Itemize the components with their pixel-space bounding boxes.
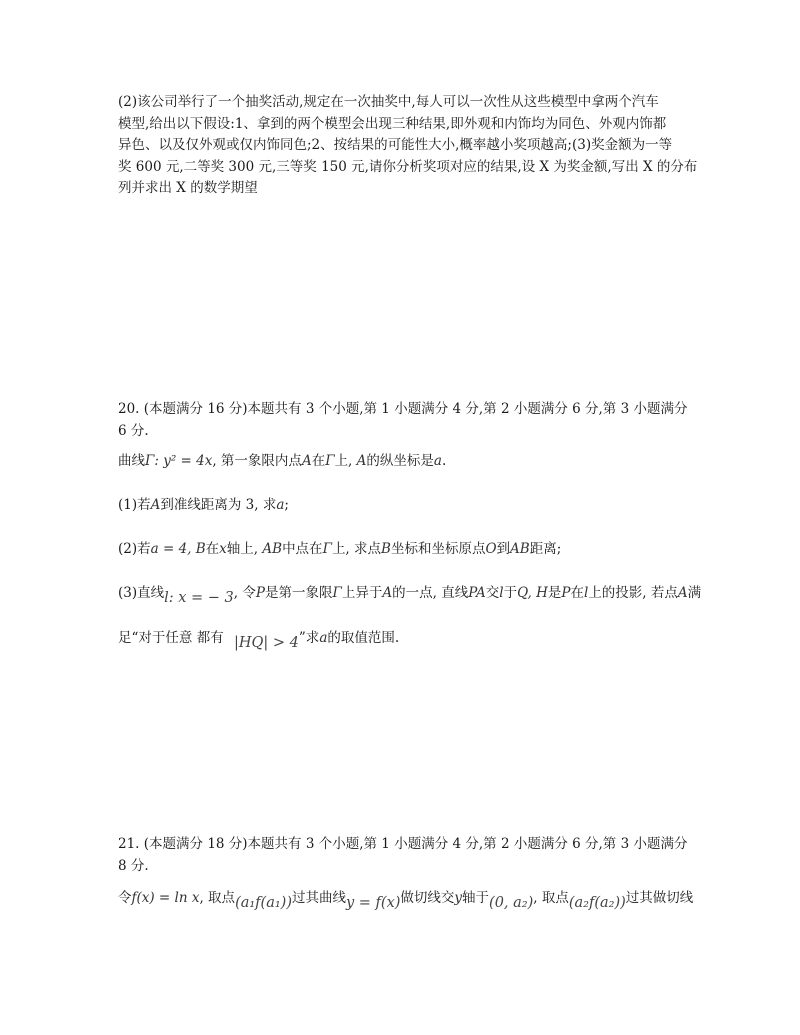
math: a [319,630,328,646]
math: P [255,585,265,601]
math: Γ [332,585,342,601]
math: P [561,585,571,601]
text: (3)直线 [118,585,165,601]
text: 满 [687,585,702,601]
math: l: x = − 3 [164,590,234,606]
q21-header [118,834,698,877]
text: 是 [547,585,562,601]
math: B [381,541,391,557]
math: (a₁f(a₁)) [235,895,292,911]
text: 上, 求点 [331,541,382,557]
text: 中点在 [282,541,323,557]
text: ”求 [298,630,320,646]
math: A [150,497,161,513]
text: 到 [496,541,511,557]
text-line: (2)该公司举行了一个抽奖活动,规定在一次抽奖中,每人可以一次性从这些模型中拿两个汽车 [118,94,659,110]
text: 曲线 [118,453,145,469]
text: 坐标和坐标原点 [390,541,486,557]
question-header: 21. (本题满分 18 分)本题共有 3 个小题,第 1 小题满分 4 分,第 2 小题满分 6 分,第 3 小题满分 [118,836,688,852]
text: 交 [485,585,500,601]
text: 令 [118,890,132,906]
q20-part2 [118,539,698,561]
math: A [382,585,393,601]
text-line: 列并求出 X 的数学期望 [118,180,258,196]
math: O [485,541,497,557]
text: 距离; [529,541,562,557]
text: 的纵坐标是 [366,453,434,469]
text: , 第一象限内点 [212,453,302,469]
math: a [433,453,442,469]
text-line: 异色、以及仅外观或仅内饰同色;2、按结果的可能性大小,概率越小奖项越高;(3)奖金额为一等 [118,137,673,153]
q20-part3-cont [118,628,698,650]
text: , 令 [233,585,256,601]
q20-header [118,399,698,442]
text: 的取值范围. [327,630,400,646]
math: f(x) = ln x [131,890,200,906]
text: . [441,453,447,469]
math: (a₂f(a₂)) [568,895,626,911]
math: y [454,890,463,906]
text-line: 奖 600 元,二等奖 300 元,三等奖 150 元,请你分析奖项对应的结果,设 X 为奖金额,写出 X 的分布 [118,158,698,175]
math: x [219,541,227,557]
text: 在 [311,453,326,469]
text: , 取点 [199,890,236,906]
math: a = 4, B [150,541,206,557]
text: 到准线距离为 3, 求 [160,497,277,513]
text: 过其做切线 [625,890,694,906]
q19-part2 [118,92,698,200]
math: y = f(x) [345,895,401,911]
text: 上异于 [341,585,383,601]
text: 轴上, [226,541,263,557]
math: PA [468,585,486,601]
math: A [677,585,688,601]
math: A [356,453,367,469]
math: Γ [325,453,335,469]
math: a [276,497,285,513]
question-header: 20. (本题满分 16 分)本题共有 3 个小题,第 1 小题满分 4 分,第 2 小题满分 6 分,第 3 小题满分 [118,401,688,417]
math: AB [510,541,530,557]
text: (2)若 [118,541,151,557]
text: 在 [570,585,584,601]
text: (1)若 [118,497,151,513]
text: 的一点, 直线 [392,585,469,601]
text: 于 [503,585,518,601]
question-header-cont: 8 分. [118,857,149,874]
q21-intro [118,888,708,910]
q20-part1 [118,495,698,517]
math: |HQ| > 4 [234,635,299,651]
text: 上, [334,453,357,469]
text: 是第一象限 [264,585,333,601]
text: 在 [205,541,220,557]
math: l [499,585,504,601]
text: 过其曲线 [291,890,346,906]
math: (0, a₂) [489,895,534,911]
math: Γ [322,541,332,557]
q20-intro [118,451,698,473]
q20-part3 [118,583,702,606]
text: ; [284,497,289,513]
math: Γ: y² = 4x [145,453,213,469]
math: A [301,453,312,469]
math: Q, H [517,585,548,601]
text-line: 模型,给出以下假设:1、拿到的两个模型会出现三种结果,即外观和内饰均为同色、外观内饰都 [118,115,667,132]
question-header-cont: 6 分. [118,422,149,439]
text: 轴于 [462,890,490,906]
text: 上的投影, 若点 [588,585,678,601]
math: AB [262,541,283,557]
math: l [583,585,589,601]
text: , 取点 [533,890,569,906]
text: 做切线交 [400,890,455,906]
text: 都有 [196,630,224,646]
text: 足“对于任意 [118,630,193,646]
